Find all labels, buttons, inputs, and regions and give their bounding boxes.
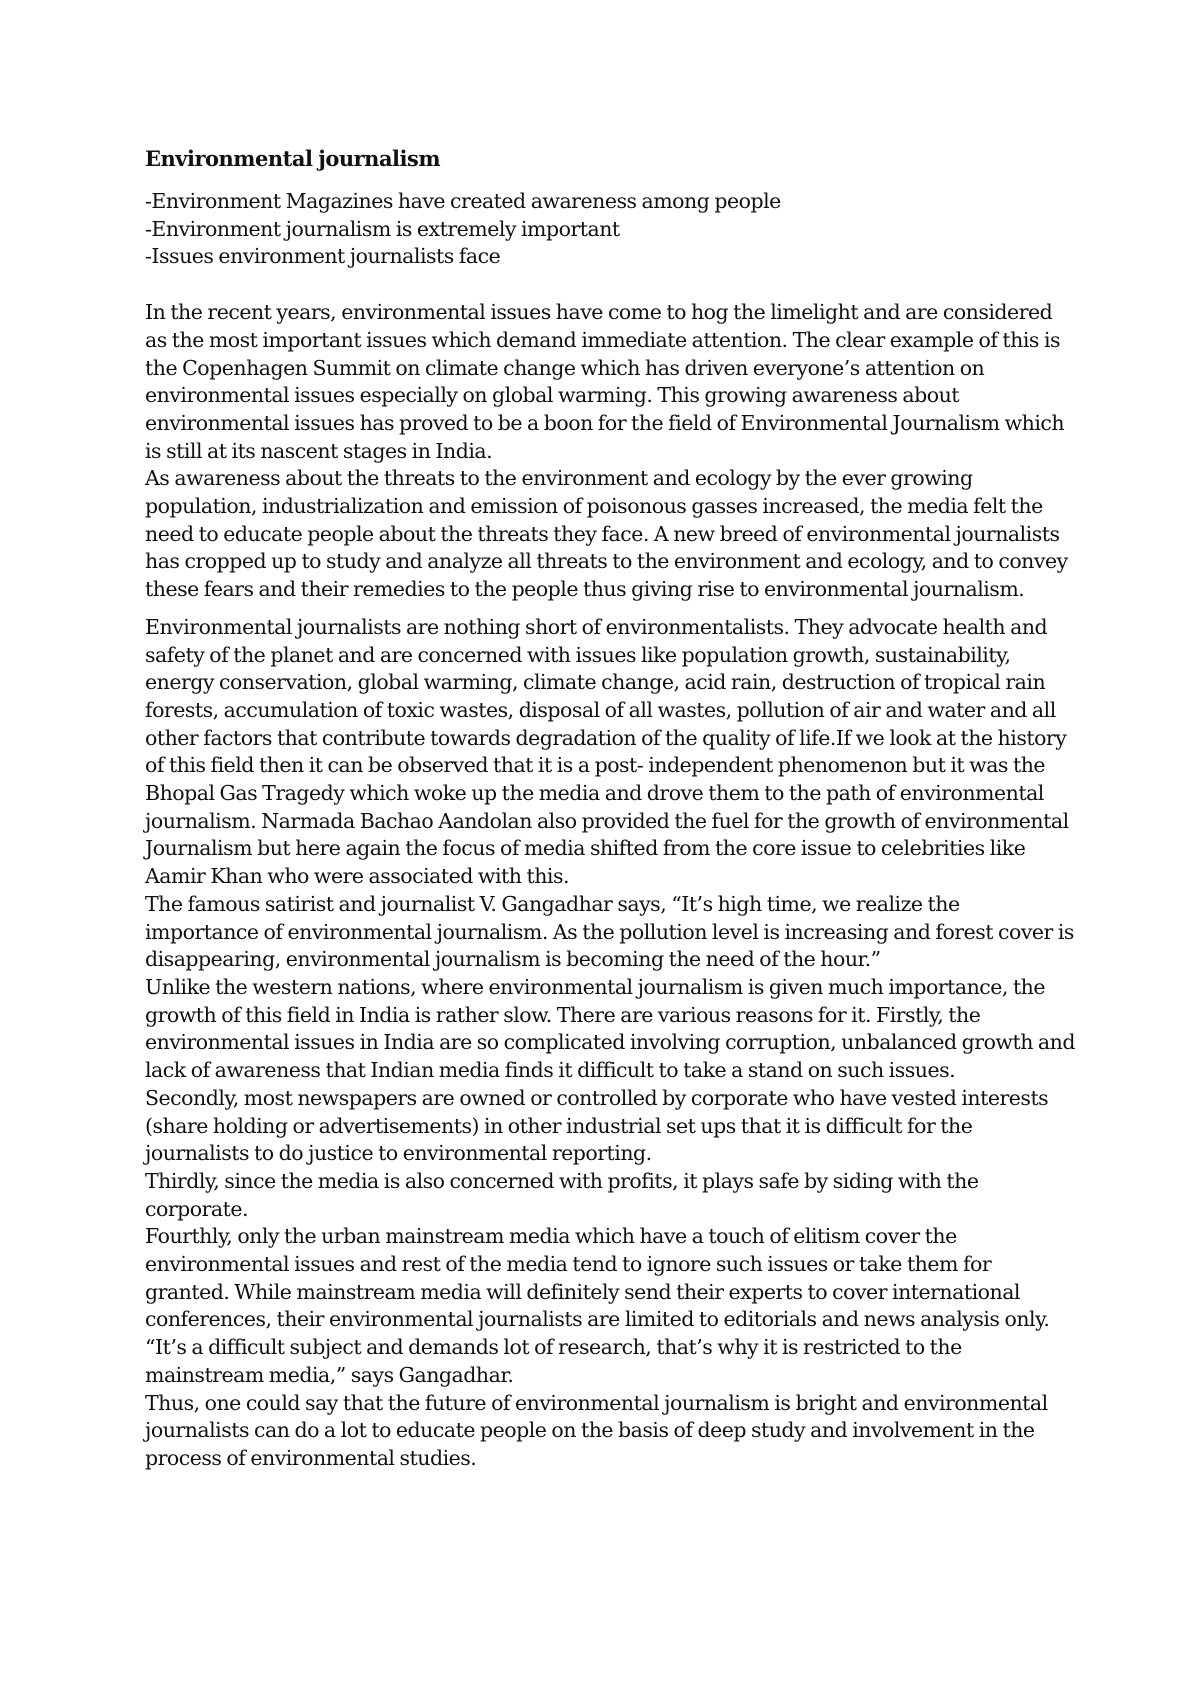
paragraph-difficult-subject: “It’s a difficult subject and demands lot of research, that’s why it is restricted to the mainstream media,” says Gangadhar. (145, 1335, 962, 1387)
document-body (145, 145, 1075, 1473)
paragraph-gangadhar-quote: The famous satirist and journalist V. Gangadhar says, “It’s high time, we realize the importance of environmental journalism. As the pollution level is increasing and forest cover is disappearing, environmental journalism is becoming the need of the hour.” (145, 891, 1074, 972)
paragraph-secondly: Secondly, most newspapers are owned or controlled by corporate who have vested interests (share holding or advertisements) in other industrial set ups that it is difficult for the journalists to do justice to environmental reporting. (145, 1085, 1049, 1166)
document-title: Environmental journalism (145, 146, 441, 171)
paragraph-intro: In the recent years, environmental issues have come to hog the limelight and are considered as the most important issues which demand immediate attention. The clear example of this is the Copenhagen Summit on climate change which has driven everyone’s attention on environmental issues especially on global warming. This growing awareness about environmental issues has proved to be a boon for the field of Environmental Journalism which is still at its nascent stages in India. (145, 300, 1065, 463)
paragraph-environmentalists: Environmental journalists are nothing short of environmentalists. They advocate health and safety of the planet and are concerned with issues like population growth, sustainability, energy conservation, global warming, climate change, acid rain, destruction of tropical rain forests, accumulation of toxic wastes, disposal of all wastes, pollution of air and water and all other factors that contribute towards degradation of the quality of life.If we look at the history of this field then it can be observed that it is a post- independent phenomenon but it was the Bhopal Gas Tragedy which woke up the media and drove them to the path of environmental journalism. Narmada Bachao Aandolan also provided the fuel for the growth of environmental Journalism but here again the focus of media shifted from the core issue to celebrities like Aamir Khan who were associated with this. (145, 614, 1069, 889)
key-point: -Issues environment journalists face (145, 244, 501, 269)
key-points-list (145, 188, 1075, 271)
paragraph-fourthly: Fourthly, only the urban mainstream media which have a touch of elitism cover the environmental issues and rest of the media tend to ignore such issues or take them for granted. While mainstream media will definitely send their experts to cover international conferences, their environmental journalists are limited to editorials and news analysis only. (145, 1224, 1050, 1332)
paragraph-awareness: As awareness about the threats to the environment and ecology by the ever growing population, industrialization and emission of poisonous gasses increased, the media felt the need to educate people about the threats they face. A new breed of environmental journalists has cropped up to study and analyze all threats to the environment and ecology, and to convey these fears and their remedies to the people thus giving rise to environmental journalism. (145, 466, 1068, 602)
paragraph-conclusion: Thus, one could say that the future of environmental journalism is bright and environmental journalists can do a lot to educate people on the basis of deep study and involvement in the process of environmental studies. (145, 1390, 1048, 1470)
key-point: -Environment Magazines have created awareness among people (145, 189, 781, 213)
paragraph-western-nations: Unlike the western nations, where environmental journalism is given much importance, the growth of this field in India is rather slow. There are various reasons for it. Firstly, the environmental issues in India are so complicated involving corruption, unbalanced growth and lack of awareness that Indian media finds it difficult to take a stand on such issues. (145, 974, 1075, 1083)
paragraph-thirdly: Thirdly, since the media is also concerned with profits, it plays safe by siding with the corporate. (145, 1168, 979, 1221)
spacer (145, 271, 1075, 299)
key-point: -Environment journalism is extremely important (145, 216, 620, 241)
